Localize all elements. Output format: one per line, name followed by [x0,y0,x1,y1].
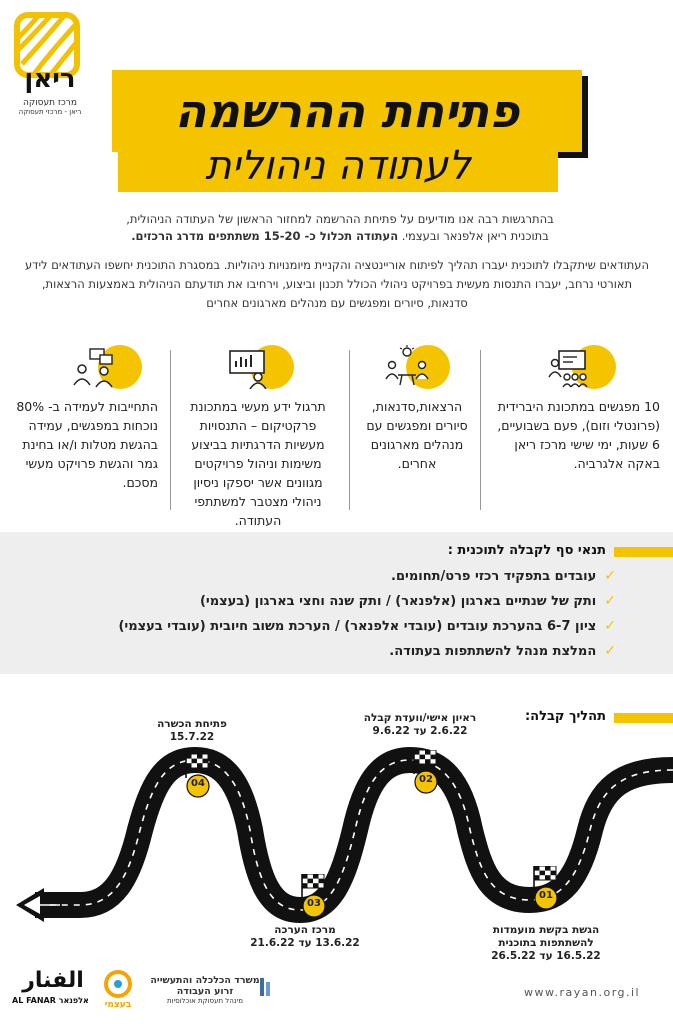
title-line2: לעתודה ניהולית [205,143,471,189]
intro-highlight: העתודה תכלול כ- 15-20 משתתפים מדרג הרכזים. [131,229,399,243]
beatzmi-logo: בעצמי [104,1000,132,1010]
column-3-text: תרגול ידע מעשי במתכונת פרקטיקום – התנסויות מעשיות הדרגתיות בביצוע משימות וניהול פרויקטים מגוונים אשר יספקו ניסיון ניהולי מצטבר למשתתפי העתודה. [190,399,326,528]
step-1-number: 01 [539,890,553,901]
feature-column-2 [362,345,474,520]
condition-item: ✓ותק של שנתיים בארגון (אלפנאר) / ותק שנה וחצי בארגון (בעצמי) [199,593,616,609]
condition-item: ✓ציון 6-7 בהערכת עובדים (עובדי אלפנאר) / הערכת משוב חיובית (עובדי בעצמי) [118,618,616,634]
intro-paragraph-1 [40,211,640,245]
step-3-label: מרכז הערכה 13.6.22 עד 21.6.22 [250,924,360,949]
column-4-text: התחייבות לעמידה ב- 80% נוכחות במפגשים, עמידה בהגשת מטלות ו/או בחינת גמר והגשת פרויקט מעשי מסכם. [16,399,158,490]
step-1-flag-icon [526,866,566,912]
meeting-icon [382,345,432,389]
intro-line-1: בהתרגשות רבה אנו מודיעים על פתיחת ההרשמה למחזור הראשון של העתודה הניהולית, [126,212,554,226]
column-2-text: הרצאות,סדנאות, סיורים ומפגשים עם מנהלים מארגונים אחרים. [366,399,468,471]
beatzmi-logo-icon [104,970,132,998]
step-4-number: 04 [191,778,205,789]
step-3-number: 03 [307,898,321,909]
logo-tagline: מרכז תעסוקה [22,98,78,108]
step-3-flag-icon [294,874,334,920]
column-divider [480,350,481,510]
process-title: תהליך קבלה: [524,709,606,724]
logo-subtitle: ריאן - מרכזי תעסוקה [18,108,82,116]
column-divider [170,350,171,510]
check-icon: ✓ [604,593,616,609]
presentation-icon [547,349,593,389]
column-divider [349,350,350,510]
feature-column-3 [178,345,340,528]
winding-road [0,730,673,950]
step-4-flag-icon [178,754,218,800]
intro-line-2: בתוכנית ריאן אלפנאר ובעצמי. [401,229,549,243]
process-accent-bar [614,713,673,723]
column-1-text: 10 מפגשים במתכונת היברידית (פרונטלי וזום), פעם בשבועיים, 6 שעות, ימי שישי מרכז ריאן באקה אלגרביה. [497,399,660,471]
step-2-flag-icon [406,750,446,796]
intro-paragraph-2: העתודאים שיתקבלו לתוכנית יעברו תהליך לפיתוח אוריינטציה והקניית מיומנויות ניהוליות. במסגרת התוכנית יחשפו העתודאים לידע תאורטי נרחב, יעברו התנסות מעשית בפרויקט ניהולי הכולל תכנון וביצוע, וירחיבו את תודעתם הניהולית באמצעות הרצאות, סדנאות, סיורים ומפגשים עם מנהלים מארגונים אחרים [24,258,649,310]
condition-item: ✓עובדים בתפקיד רכזי פרט/תחומים. [391,568,616,584]
conditions-accent-bar [614,547,673,557]
alfanar-logo-arabic: الفنار [22,968,84,993]
ministry-emblem-icon [260,978,270,996]
title-line1: פתיחת ההרשמה [174,84,520,138]
people-chat-icon [72,347,118,389]
title-line2-box [118,140,558,192]
chart-board-icon [228,347,274,389]
logo-name: ריאן [24,64,76,94]
step-4-label: פתיחת הכשרה 15.7.22 [157,718,227,743]
check-icon: ✓ [604,618,616,634]
step-2-number: 02 [419,774,433,785]
feature-column-4 [10,345,160,520]
alfanar-logo-latin: AL FANAR אלפנאר [12,996,89,1005]
step-2-label: ראיון אישי/וועדת קבלה 2.6.22 עד 9.6.22 [363,712,477,737]
check-icon: ✓ [604,643,616,659]
feature-column-1 [492,345,662,520]
condition-item: ✓המלצת מנהל להשתתפות בעתודה. [389,643,616,659]
check-icon: ✓ [604,568,616,584]
website-url[interactable]: www.rayan.org.il [524,986,641,999]
conditions-title: תנאי סף לקבלה לתוכנית : [447,543,606,558]
step-1-label: הגשת בקשת מועמדות להשתתפות בתוכנית 16.5.22 עד 26.5.22 [491,924,601,962]
ministry-logo: משרד הכלכלה והתעשייה זרוע העבודה מינהל תעסוקת אוכלוסיות [150,975,260,1005]
